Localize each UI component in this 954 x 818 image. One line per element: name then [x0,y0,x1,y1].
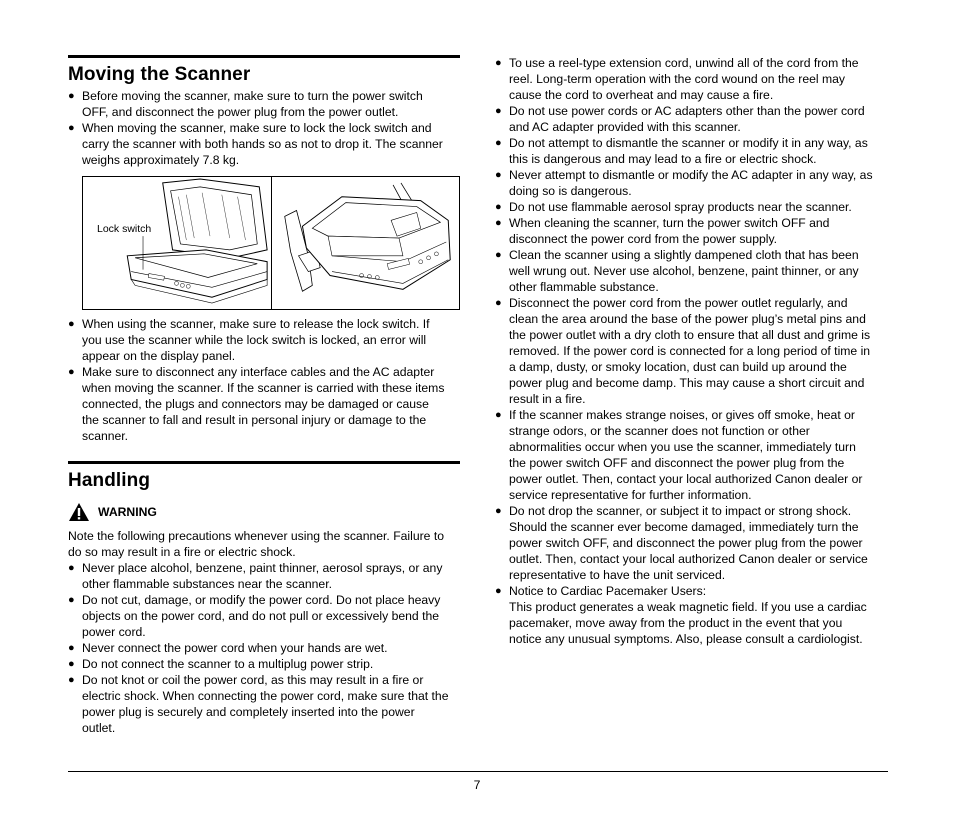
list-item-line: When cleaning the scanner, turn the power switch OFF and [509,216,830,230]
list-item-line: Do not connect the scanner to a multiplug power strip. [82,657,374,671]
warning-label: WARNING [98,505,157,519]
list-item [495,135,888,167]
list-item-line: connected, the plugs and connectors may be damaged or cause [82,397,429,411]
bullet-icon: ● [495,105,502,117]
handling-list-continued [495,55,888,647]
section-title-moving: Moving the Scanner [68,64,251,85]
list-item-line: Before moving the scanner, make sure to turn the power switch [82,89,423,103]
bullet-icon: ● [495,249,502,261]
list-item-line: This product generates a weak magnetic field. If you use a cardiac [509,600,867,614]
list-item-line: other flammable substance. [509,280,659,294]
list-item-line: the power outlet with a dry cloth to ensure that all dust and grime is [509,328,871,342]
list-item-line: notice any unusual symptoms. Also, please consult a cardiologist. [509,632,863,646]
scanner-figure [82,176,460,310]
list-item-line: the scanner to fall and result in personal injury or damage to the [82,413,427,427]
list-item [68,88,460,120]
list-item-line: When using the scanner, make sure to release the lock switch. If [82,317,430,331]
list-item [68,640,460,656]
bullet-icon: ● [495,217,502,229]
list-item-line: Never place alcohol, benzene, paint thinner, aerosol sprays, or any [82,561,443,575]
list-item [495,167,888,199]
list-item [495,407,888,503]
bullet-icon: ● [68,366,75,378]
list-item-line: electric shock. When connecting the power cord, make sure that the [82,689,449,703]
bullet-icon: ● [495,585,502,597]
list-item [68,672,460,736]
bullet-icon: ● [495,505,502,517]
list-item [495,55,888,103]
list-item [495,199,888,215]
list-item-line: When moving the scanner, make sure to lock the lock switch and [82,121,432,135]
lock-switch-label: Lock switch [97,223,152,235]
list-item [495,583,888,647]
bullet-icon: ● [68,642,75,654]
figure-open-scanner [83,177,272,309]
handling-list [68,560,460,736]
list-item-line: Do not use flammable aerosol spray products near the scanner. [509,200,852,214]
list-item-line: power plug is securely and completely inserted into the power [82,705,415,719]
list-item-line: Do not attempt to dismantle the scanner or modify it in any way, as [509,136,868,150]
bullet-icon: ● [495,297,502,309]
moving-list-2 [68,316,460,444]
list-item-line: other flammable substances near the scanner. [82,577,332,591]
list-item [495,103,888,135]
list-item-line: reel. Long-term operation with the cord wound on the reel may [509,72,846,86]
page-number: 7 [473,778,481,792]
warning-triangle-icon [68,502,90,522]
carrying-scanner-illustration [272,177,459,309]
moving-list-1 [68,88,460,168]
list-item [68,592,460,640]
bullet-icon: ● [68,562,75,574]
handling-intro [68,528,460,560]
right-column [495,55,888,647]
list-item-line: Do not use power cords or AC adapters other than the power cord [509,104,865,118]
list-item [68,316,460,364]
list-item-line: power plug and become damp. This may cause a short circuit and [509,376,865,390]
open-scanner-illustration [83,177,271,309]
list-item-line: a damp, dusty, or smoky location, dust can build up around the [509,360,847,374]
list-item-line: removed. If the power cord is connected for a long period of time in [509,344,871,358]
bullet-icon: ● [495,57,502,69]
bullet-icon: ● [68,674,75,686]
list-item [495,215,888,247]
list-item-line: scanner. [82,429,129,443]
list-item-line: well wrung out. Never use alcohol, benzene, paint thinner, or any [509,264,859,278]
list-item [68,120,460,168]
list-item-line: service representative for further information. [509,488,752,502]
handling-section [68,461,460,492]
warning-heading [68,502,460,522]
list-item-line: Do not cut, damage, or modify the power cord. Do not place heavy [82,593,441,607]
list-item-line: cause the cord to overheat and may cause a fire. [509,88,774,102]
bullet-icon: ● [68,658,75,670]
list-item-line: Should the scanner ever become damaged, immediately turn the [509,520,859,534]
list-item-line: when moving the scanner. If the scanner is carried with these items [82,381,445,395]
footer-rule [68,771,888,772]
list-item [68,560,460,592]
bullet-icon: ● [495,169,502,181]
list-item-line: clean the area around the base of the power plug’s metal pins and [509,312,866,326]
list-item-line: outlet. [82,721,116,735]
bullet-icon: ● [68,594,75,606]
list-item-line: this is dangerous and may lead to a fire or electric shock. [509,152,817,166]
list-item-line: you use the scanner while the lock switch is locked, an error will [82,333,427,347]
bullet-icon: ● [68,90,75,102]
list-item-line: If the scanner makes strange noises, or gives off smoke, heat or [509,408,855,422]
list-item-line: and AC adapter provided with this scanner. [509,120,741,134]
list-item-line: Never attempt to dismantle or modify the AC adapter in any way, as [509,168,873,182]
bullet-icon: ● [68,318,75,330]
bullet-icon: ● [495,409,502,421]
list-item-line: outlet. Then, contact your local authorized Canon dealer or service [509,552,868,566]
left-column [68,55,460,736]
list-item [495,247,888,295]
bullet-icon: ● [495,137,502,149]
list-item-line: representative to have the unit serviced. [509,568,726,582]
list-item-line: Do not knot or coil the power cord, as this may result in a fire or [82,673,424,687]
list-item-line: objects on the power cord, and do not pull or excessively bend the [82,609,440,623]
list-item-line: appear on the display panel. [82,349,236,363]
list-item-line: doing so is dangerous. [509,184,632,198]
list-item-line: abnormalities occur when you use the scanner, immediately turn [509,440,856,454]
list-item-line: Notice to Cardiac Pacemaker Users: [509,584,707,598]
list-item-line: carry the scanner with both hands so as not to drop it. The scanner [82,137,443,151]
bullet-icon: ● [495,201,502,213]
list-item-line: To use a reel-type extension cord, unwind all of the cord from the [509,56,859,70]
intro-line: do so may result in a fire or electric shock. [68,545,296,559]
list-item-line: Make sure to disconnect any interface cables and the AC adapter [82,365,435,379]
list-item-line: power switch OFF, and disconnect the power plug from the power [509,536,863,550]
list-item-line: strange odors, or the scanner does not function or other [509,424,810,438]
section-title-handling: Handling [68,470,151,491]
list-item [68,656,460,672]
list-item-line: result in a fire. [509,392,586,406]
list-item-line: disconnect the power cord from the power supply. [509,232,778,246]
bullet-icon: ● [68,122,75,134]
list-item [68,364,460,444]
list-item-line: weighs approximately 7.8 kg. [82,153,240,167]
list-item-line: OFF, and disconnect the power plug from the power outlet. [82,105,399,119]
list-item [495,503,888,583]
list-item-line: Clean the scanner using a slightly dampened cloth that has been [509,248,859,262]
list-item-line: pacemaker, move away from the product in the event that you [509,616,843,630]
list-item-line: power outlet. Then, contact your local authorized Canon dealer or [509,472,863,486]
figure-carrying-scanner [272,177,459,309]
list-item-line: power cord. [82,625,146,639]
list-item-line: Disconnect the power cord from the power outlet regularly, and [509,296,848,310]
list-item-line: the power switch OFF and disconnect the power plug from the [509,456,845,470]
list-item [495,295,888,407]
intro-line: Note the following precautions whenever using the scanner. Failure to [68,529,445,543]
list-item-line: Never connect the power cord when your hands are wet. [82,641,388,655]
list-item-line: Do not drop the scanner, or subject it to impact or strong shock. [509,504,852,518]
moving-section [68,55,460,86]
